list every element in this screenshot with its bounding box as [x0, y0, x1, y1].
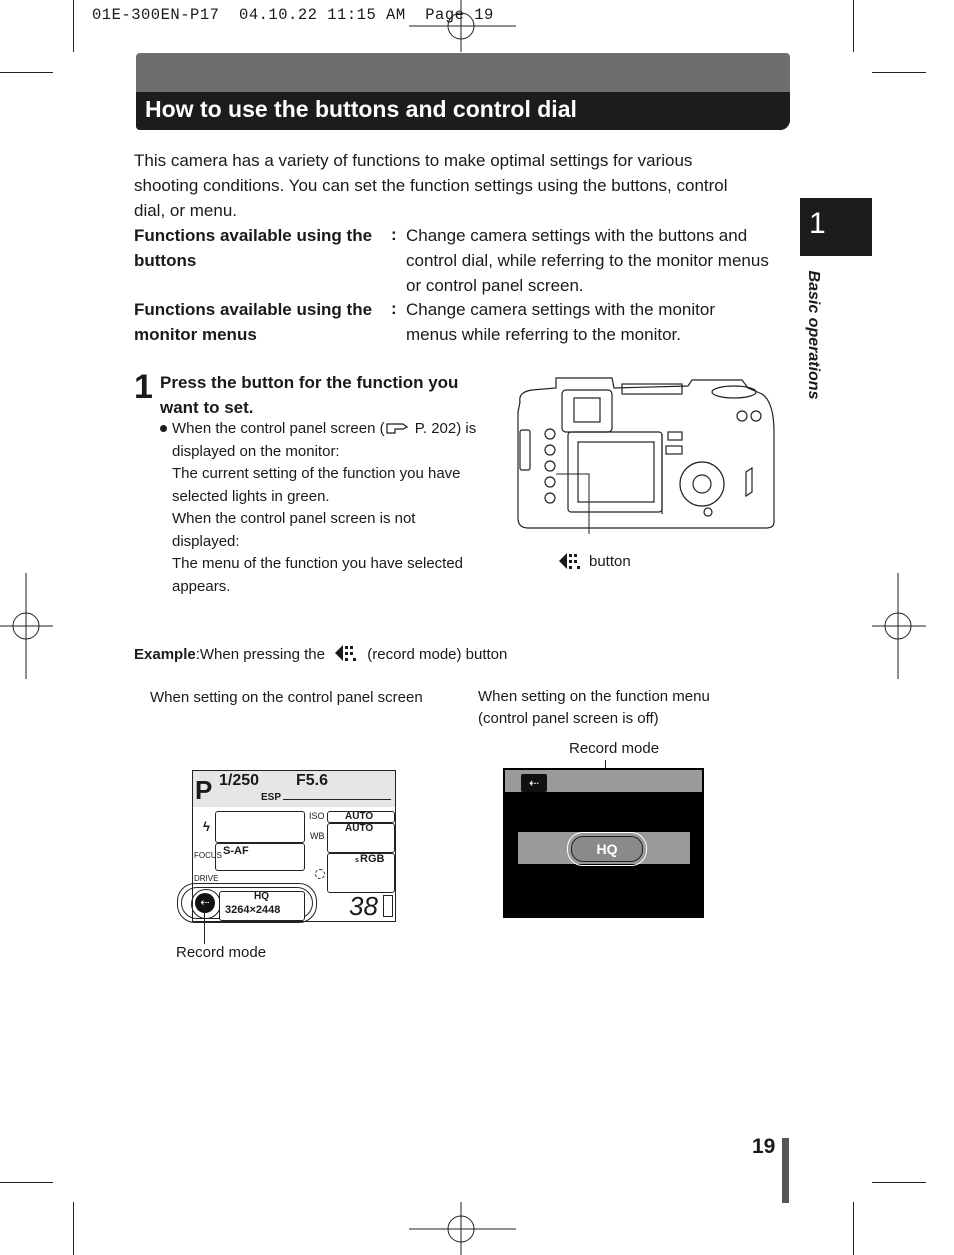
record-mode-icon: ⇠ [195, 893, 215, 913]
record-mode-icon [557, 551, 583, 571]
exposure-scale [283, 799, 391, 800]
definition-description: Change camera settings with the buttons and control dial, while referring to the monitor menus or control panel screen. [406, 226, 769, 295]
reference-hand-icon [385, 421, 411, 435]
lcd-box [215, 811, 305, 843]
resolution: 3264×2448 [225, 904, 281, 916]
button-label: button [589, 553, 631, 570]
page-number-bar [782, 1138, 789, 1203]
definition-colon: : [391, 225, 397, 244]
hq-option: HQ [571, 836, 643, 862]
af-value: S-AF [223, 845, 249, 857]
drive-label: DRIVE [194, 874, 219, 883]
intro-line: dial, or menu. [134, 201, 237, 220]
aperture: F5.6 [296, 772, 329, 789]
intro-paragraph [134, 148, 774, 223]
chapter-label: Basic operations [805, 270, 822, 400]
bullet-icon [160, 425, 167, 432]
function-menu-screen [503, 768, 704, 918]
step-number: 1 [134, 368, 153, 406]
control-panel-screen [192, 770, 396, 922]
wb-value: AUTO [345, 823, 374, 834]
print-header: 01E-300EN-P17 04.10.22 11:15 AM Page 19 [92, 6, 494, 24]
battery-icon [383, 895, 393, 917]
mode-indicator: P [195, 775, 213, 805]
page-number: 19 [752, 1135, 776, 1158]
leader-line [204, 910, 205, 944]
wb-label: WB [310, 831, 325, 841]
color-space-prefix: s [355, 857, 359, 864]
right-panel-caption: When setting on the function menu (control panel screen is off) [478, 688, 710, 727]
shutter-speed: 1/250 [219, 772, 260, 789]
definition-term: Functions available using the monitor menus [134, 300, 373, 344]
step-title: Press the button for the function you want to set. [160, 373, 459, 417]
record-mode-icon: ⇠ [521, 774, 547, 792]
definition-description: Change camera settings with the monitor menus while referring to the monitor. [406, 300, 715, 344]
color-space: RGB [360, 853, 385, 865]
left-panel-caption: When setting on the control panel screen [150, 689, 423, 706]
record-mode-label: Record mode [176, 944, 267, 961]
camera-back-illustration [512, 372, 778, 534]
record-mode-label: Record mode [569, 740, 660, 757]
frames-remaining: 38 [349, 891, 378, 921]
intro-line: shooting conditions. You can set the function settings using the buttons, control [134, 176, 728, 195]
page-title: How to use the buttons and control dial [145, 96, 577, 122]
focus-label: FOCUS [194, 851, 222, 860]
record-mode-icon [333, 643, 359, 663]
step-notes: When the control panel screen ( P. 202) is displayed on the monitor: The current setting of the function you have selected lights in green. When the control panel screen is not displayed: The menu of the function you have selected appears. [160, 418, 500, 598]
definition-term: Functions available using the buttons [134, 226, 373, 270]
quality: HQ [254, 891, 269, 902]
iso-label: ISO [309, 811, 325, 821]
note-line: When the control panel screen ( P. 202) is [160, 418, 500, 441]
flash-icon: ϟ [203, 819, 210, 834]
example-line: Example:When pressing the (record mode) button [134, 643, 507, 663]
chapter-number: 1 [809, 207, 826, 240]
iso-value: AUTO [345, 811, 374, 822]
definition-colon: : [391, 299, 397, 318]
dial-icon [315, 869, 325, 879]
intro-line: This camera has a variety of functions to make optimal settings for various [134, 151, 693, 170]
metering-mode: ESP [261, 792, 282, 803]
